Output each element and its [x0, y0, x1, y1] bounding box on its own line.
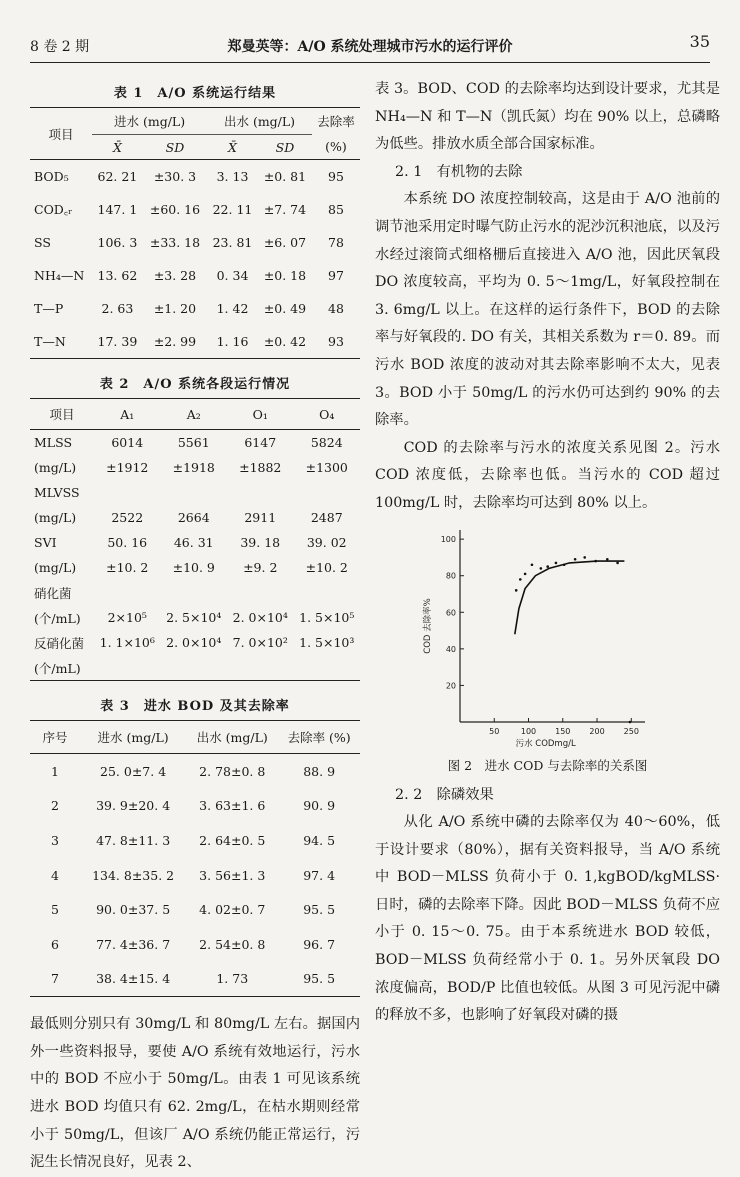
- table3-header: 进水 (mg/L): [80, 721, 186, 754]
- table2-header: O₁: [227, 399, 294, 430]
- y-tick-label: 60: [445, 607, 456, 617]
- table-cell: ±30. 3: [153, 169, 197, 184]
- table-cell: 62. 21: [97, 169, 138, 184]
- data-point: [606, 557, 609, 560]
- right-column: [375, 76, 720, 1030]
- table1-col-in: 进水 (mg/L): [92, 108, 207, 135]
- figure-2-caption: 图 2 进水 COD 与去除率的关系图: [447, 757, 648, 773]
- table-cell: 5824: [310, 435, 343, 450]
- table-cell: ±10. 9: [172, 560, 215, 575]
- table-cell: ±0. 18: [263, 268, 307, 283]
- table-cell: 46. 31: [173, 535, 214, 550]
- left-paragraph: 最低则分别只有 30mg/L 和 80mg/L 左右。据国内外一些资料报导，要使 A/O 系统有效地运行，污水中的 BOD 不应小于 50mg/L。由表 1 可见该系统进水 BOD 均值只有 62. 2mg/L，在枯水期则经常小于 50mg/L，但该厂 A/O 系统仍能正常运行，污泥生长情况良好，见表 2、: [30, 1016, 360, 1171]
- x-tick-label: 250: [623, 726, 639, 736]
- table-cell: 2. 54±0. 8: [199, 936, 266, 952]
- table-cell: [227, 580, 294, 605]
- table3-header: 去除率 (%): [278, 721, 360, 754]
- table-cell: 134. 8±35. 2: [92, 867, 175, 883]
- table-cell: ±33. 18: [149, 235, 201, 250]
- left-column: [30, 76, 360, 1177]
- table-cell: 2487: [310, 510, 343, 525]
- running-title: 郑曼英等：A/O 系统处理城市污水的运行评价: [227, 39, 513, 55]
- table-cell: [294, 655, 361, 681]
- data-point: [524, 572, 527, 575]
- table-cell: 85: [328, 202, 344, 217]
- table-cell: ±7. 74: [263, 202, 307, 217]
- table-cell: ±1912: [106, 460, 149, 475]
- table-cell: 39. 02: [306, 535, 347, 550]
- y-axis-label: COD 去除率%: [423, 597, 433, 654]
- table-row: [30, 160, 360, 194]
- table-row: [30, 430, 360, 456]
- table3-header: 出水 (mg/L): [186, 721, 278, 754]
- table2-caption: 表 2 A/O 系统各段运行情况: [99, 377, 291, 392]
- table-cell: ±10. 2: [305, 560, 348, 575]
- table-row: [30, 455, 360, 480]
- table-row: [30, 962, 360, 997]
- table-cell: [227, 480, 294, 505]
- table-cell: ±60. 16: [149, 202, 201, 217]
- table-cell: 1. 73: [216, 971, 249, 987]
- paragraph-2-1b: COD 的去除率与污水的浓度关系见图 2。污水 COD 浓度低，去除率也低。当污水的 COD 超过 100mg/L 时，去除率均可达到 80% 以上。: [375, 439, 720, 511]
- table-cell: 106. 3: [97, 235, 138, 250]
- table-row: [30, 325, 360, 359]
- table-cell: 反硝化菌: [34, 635, 85, 651]
- table3-caption: 表 3 进水 BOD 及其去除率: [100, 699, 290, 714]
- table-cell: 94. 5: [303, 832, 336, 848]
- table-cell: 95. 5: [303, 902, 336, 918]
- y-tick-label: 40: [445, 644, 456, 654]
- table-cell: [94, 655, 161, 681]
- table-cell: 2522: [111, 510, 144, 525]
- table-cell: [227, 655, 294, 681]
- paragraph-2-2: 从化 A/O 系统中磷的去除率仅为 40～60%，低于设计要求（80%），据有关资料报导，当 A/O 系统中 BOD－MLSS 负荷小于 0. 1,kgBOD/kgMLSS·日时，磷的去除率下降。因此 BOD－MLSS 负荷不应小于 0. 15～0. 75。由于本系统进水 BOD 较低，BOD－MLSS 负荷经常小于 0. 1。另外厌氧段 DO 浓度偏高，BOD/P 比值也较低。从图 3 可见污泥中磷的释放不多，也影响了好氧段对磷的摄: [375, 814, 720, 1024]
- table3: [30, 720, 360, 997]
- table-cell: (mg/L): [34, 560, 77, 575]
- table-cell: 2911: [244, 510, 277, 525]
- section-heading-2-2: [375, 782, 720, 810]
- table-cell: ±0. 49: [263, 301, 307, 316]
- data-point: [574, 557, 577, 560]
- table1-sub-x: X̄: [92, 135, 143, 160]
- table-cell: (个/mL): [34, 610, 81, 626]
- table2-header: A₂: [161, 399, 228, 430]
- table-cell: MLSS: [34, 435, 73, 450]
- table-cell: ±2. 99: [153, 334, 197, 349]
- table-cell: T—P: [34, 301, 64, 316]
- table2-header: A₁: [94, 399, 161, 430]
- y-tick-label: 80: [445, 571, 456, 581]
- table-row: [30, 480, 360, 505]
- table-cell: T—N: [34, 334, 66, 349]
- table-cell: 23. 81: [212, 235, 253, 250]
- table-cell: 6: [51, 936, 59, 952]
- table2: [30, 398, 360, 681]
- table-cell: 0. 34: [216, 268, 249, 283]
- table-row: [30, 226, 360, 259]
- table-cell: 1: [51, 763, 59, 779]
- table-cell: 3. 13: [216, 169, 249, 184]
- table-cell: 7: [51, 971, 59, 987]
- table-cell: 90. 9: [303, 798, 336, 814]
- table-cell: 3. 63±1. 6: [199, 798, 266, 814]
- table-cell: 6147: [244, 435, 277, 450]
- table-cell: [94, 580, 161, 605]
- table-cell: SS: [34, 235, 51, 250]
- table-cell: [294, 480, 361, 505]
- table-row: [30, 555, 360, 580]
- x-tick-label: 150: [555, 726, 571, 736]
- table-cell: ±10. 2: [106, 560, 149, 575]
- table-cell: 39. 9±20. 4: [96, 798, 171, 814]
- fit-curve: [515, 561, 625, 634]
- table-cell: 2. 0×10⁴: [166, 635, 222, 650]
- table1: [30, 107, 360, 359]
- y-tick-label: 100: [440, 534, 456, 544]
- page-number: 35: [689, 32, 710, 51]
- table-cell: 47. 8±11. 3: [96, 832, 171, 848]
- table-cell: 3: [51, 832, 59, 848]
- data-point: [563, 563, 566, 566]
- table-cell: [161, 655, 228, 681]
- table-cell: 3. 56±1. 3: [199, 867, 266, 883]
- table-cell: 39. 18: [240, 535, 281, 550]
- y-tick-label: 20: [445, 680, 456, 690]
- table-row: [30, 580, 360, 605]
- data-point: [519, 578, 522, 581]
- table-cell: 2. 78±0. 8: [199, 763, 266, 779]
- data-point: [616, 561, 619, 564]
- table1-sub-x: X̄: [207, 135, 258, 160]
- table3-header: 序号: [30, 721, 80, 754]
- header-rule: [30, 62, 710, 63]
- data-point: [555, 561, 558, 564]
- table-cell: 5: [51, 902, 59, 918]
- table-row: [30, 892, 360, 927]
- table-cell: 17. 39: [97, 334, 138, 349]
- figure-2: [375, 522, 720, 772]
- table-row: [30, 530, 360, 555]
- table-cell: 5561: [177, 435, 210, 450]
- table1-rate-unit: (%): [312, 135, 360, 160]
- table1-sub-sd: SD: [143, 135, 207, 160]
- table-cell: 6014: [111, 435, 144, 450]
- table-cell: 硝化菌: [34, 585, 72, 601]
- table-cell: 1. 1×10⁶: [99, 635, 155, 650]
- table1-col-rate: 去除率: [317, 114, 355, 130]
- table-cell: [294, 580, 361, 605]
- section-title: 除磷效果: [436, 786, 494, 803]
- table-cell: ±1300: [305, 460, 348, 475]
- table-cell: 90. 0±37. 5: [96, 902, 171, 918]
- table-cell: ±6. 07: [263, 235, 307, 250]
- table-cell: 2: [51, 798, 59, 814]
- table-cell: 25. 0±7. 4: [100, 763, 167, 779]
- table-cell: 1. 5×10⁵: [299, 610, 355, 625]
- table-cell: 78: [328, 235, 344, 250]
- table-cell: ±0. 42: [263, 334, 307, 349]
- table2-header: 项目: [30, 399, 94, 430]
- table-cell: [94, 480, 161, 505]
- table-cell: 22. 11: [212, 202, 253, 217]
- table-cell: MLVSS: [34, 485, 80, 500]
- data-point: [629, 720, 632, 723]
- table1-col-item: 项目: [30, 108, 92, 160]
- x-tick-label: 200: [589, 726, 605, 736]
- x-tick-label: 100: [520, 726, 537, 736]
- x-tick-label: 50: [489, 726, 500, 736]
- table-cell: SVI: [34, 535, 57, 550]
- table-cell: ±1882: [239, 460, 282, 475]
- data-point: [531, 563, 534, 566]
- table-cell: 97: [328, 268, 344, 283]
- table-cell: 2. 5×10⁴: [166, 610, 222, 625]
- table1-sub-sd: SD: [258, 135, 312, 160]
- table-cell: NH₄—N: [34, 268, 85, 283]
- table-cell: 1. 42: [216, 301, 249, 316]
- table-row: [30, 754, 360, 789]
- table-row: [30, 505, 360, 530]
- table-cell: 2664: [177, 510, 210, 525]
- data-point: [515, 589, 518, 592]
- table1-caption: 表 1 A/O 系统运行结果: [113, 86, 277, 101]
- table-cell: 95: [328, 169, 344, 184]
- paragraph-top: 表 3。BOD、COD 的去除率均达到设计要求，尤其是 NH₄—N 和 T—N（凯氏氮）均在 90% 以上，总磷略为低些。排放水质全部合国家标准。: [375, 81, 720, 153]
- table-cell: (个/mL): [34, 660, 81, 676]
- table-cell: ±1. 20: [153, 301, 197, 316]
- table-row: [30, 655, 360, 681]
- paragraph-2-1a: 本系统 DO 浓度控制较高，这是由于 A/O 池前的调节池采用定时曝气防止污水的泥沙沉积池底，以及污水经过滚筒式细格栅后直接进入 A/O 池，因此厌氧段 DO 浓度较高，平均为 0. 5～1mg/L，好氧段控制在 3. 6mg/L 以上。在这样的运行条件下，BOD 的去除率与好氧段的. DO 有关，其相关系数为 r＝0. 89。而污水 BOD 浓度的波动对其去除率影响不太大，见表 3。BOD 小于 50mg/L 的污水仍可达到约 90% 的去除率。: [375, 191, 720, 429]
- table-cell: (mg/L): [34, 460, 77, 475]
- table-cell: 50. 16: [107, 535, 148, 550]
- data-point: [594, 559, 597, 562]
- table-cell: 4. 02±0. 7: [199, 902, 266, 918]
- table-cell: ±3. 28: [153, 268, 197, 283]
- table-cell: 95. 5: [303, 971, 336, 987]
- section-number: 2. 1: [395, 163, 423, 180]
- table-cell: 13. 62: [97, 268, 138, 283]
- table-cell: 96. 7: [303, 936, 336, 952]
- table-cell: 4: [51, 867, 59, 883]
- table-cell: ±0. 81: [263, 169, 307, 184]
- x-axis-label: 污水 CODmg/L: [515, 738, 576, 749]
- table-cell: 7. 0×10²: [232, 635, 288, 650]
- table-cell: ±9. 2: [243, 560, 278, 575]
- section-title: 有机物的去除: [436, 163, 523, 180]
- table-cell: COD꜀ᵣ: [34, 202, 73, 217]
- table-row: [30, 630, 360, 655]
- table-cell: 2. 64±0. 5: [199, 832, 266, 848]
- table-cell: 48: [328, 301, 344, 316]
- table-row: [30, 858, 360, 893]
- data-point: [540, 567, 543, 570]
- section-heading-2-1: [375, 159, 720, 187]
- table-row: [30, 789, 360, 824]
- running-header: [30, 32, 710, 58]
- table-row: [30, 927, 360, 962]
- table-cell: [161, 580, 228, 605]
- table-cell: BOD₅: [34, 169, 69, 184]
- table-cell: [161, 480, 228, 505]
- table-cell: 2×10⁵: [107, 610, 147, 625]
- table-row: [30, 823, 360, 858]
- volume-issue: 8 卷 2 期: [30, 39, 90, 55]
- table-cell: 2. 63: [101, 301, 134, 316]
- table-cell: 38. 4±15. 4: [96, 971, 171, 987]
- section-number: 2. 2: [395, 786, 423, 803]
- table-cell: 97. 4: [303, 867, 336, 883]
- table-cell: 1. 5×10³: [299, 635, 355, 650]
- table-cell: 2. 0×10⁴: [232, 610, 288, 625]
- table-row: [30, 605, 360, 630]
- table-cell: 1. 16: [216, 334, 249, 349]
- table-cell: 88. 9: [303, 763, 336, 779]
- figure-2-chart: [375, 522, 720, 752]
- table-row: [30, 193, 360, 226]
- table-cell: 147. 1: [97, 202, 138, 217]
- table-cell: 93: [328, 334, 344, 349]
- table1-col-out: 出水 (mg/L): [207, 108, 312, 135]
- data-point: [583, 556, 586, 559]
- data-point: [546, 565, 549, 568]
- table-cell: ±1918: [172, 460, 215, 475]
- table-cell: 77. 4±36. 7: [96, 936, 171, 952]
- table-cell: (mg/L): [34, 510, 77, 525]
- table-row: [30, 259, 360, 292]
- table2-header: O₄: [294, 399, 361, 430]
- table-row: [30, 292, 360, 325]
